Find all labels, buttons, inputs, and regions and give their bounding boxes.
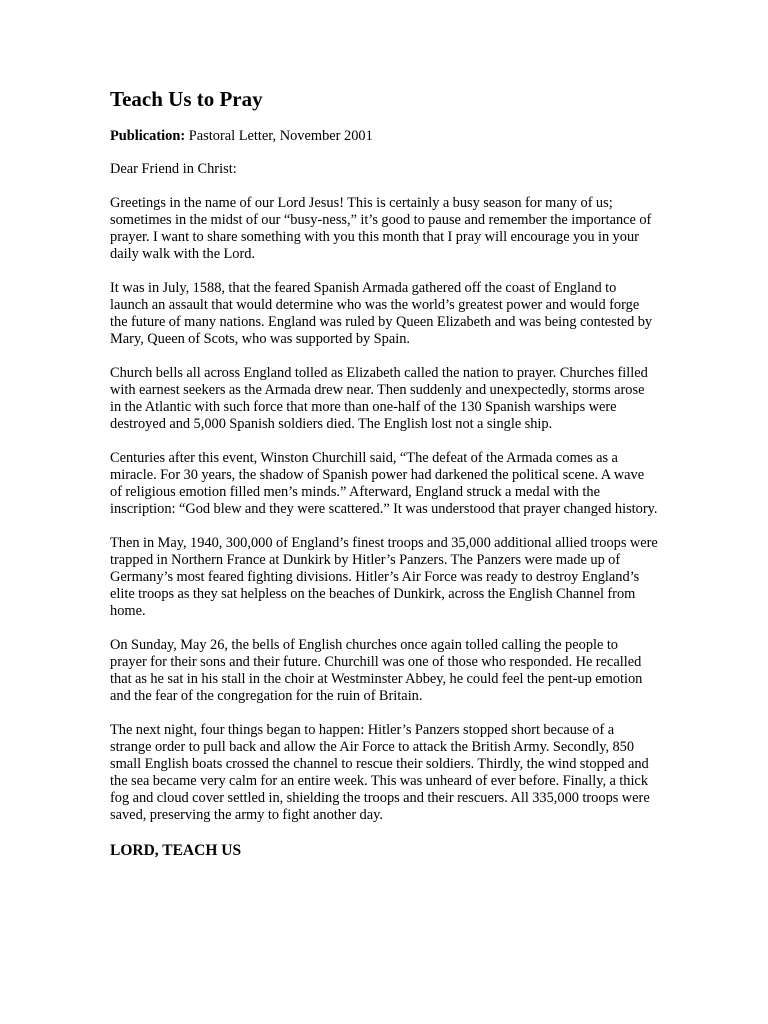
salutation: Dear Friend in Christ: <box>110 161 237 177</box>
publication-line <box>110 128 658 145</box>
paragraph-6: On Sunday, May 26, the bells of English churches once again tolled calling the people to prayer for their sons and their future. Churchill was one of those who responded. He recalled that as he sat in his stall in the choir at Westminster Abbey, he could feel the pent-up emotion and the fear of the congregation for the ruin of Britain. <box>110 637 643 704</box>
paragraph-3: Church bells all across England tolled as Elizabeth called the nation to prayer. Churches filled with earnest seekers as the Armada drew near. Then suddenly and unexpectedly, storms arose in the Atlantic with such force that more than one-half of the 130 Spanish warships were destroyed and 5,000 Spanish soldiers died. The English lost not a single ship. <box>110 365 648 432</box>
publication-label: Publication: <box>110 128 186 144</box>
document-title: Teach Us to Pray <box>110 87 263 111</box>
publication-value: Pastoral Letter, November 2001 <box>185 128 373 144</box>
paragraph-7: The next night, four things began to happen: Hitler’s Panzers stopped short because of a strange order to pull back and allow the Air Force to attack the British Army. Secondly, 850 small English boats crossed the channel to rescue their soldiers. Thirdly, the wind stopped and the sea became very calm for an entire week. This was unheard of ever before. Finally, a thick fog and cloud cover settled in, shielding the troops and their rescuers. All 335,000 troops were saved, preserving the army to fight another day. <box>110 722 650 823</box>
document-page <box>110 86 658 860</box>
paragraph-5: Then in May, 1940, 300,000 of England’s finest troops and 35,000 additional allied troops were trapped in Northern France at Dunkirk by Hitler’s Panzers. The Panzers were made up of Germany’s most feared fighting divisions. Hitler’s Air Force was ready to destroy England’s elite troops as they sat helpless on the beaches of Dunkirk, across the English Channel from home. <box>110 535 658 619</box>
paragraph-4: Centuries after this event, Winston Churchill said, “The defeat of the Armada comes as a miracle. For 30 years, the shadow of Spanish power had darkened the political scene. A wave of religious emotion filled men’s minds.” Afterward, England struck a medal with the inscription: “God blew and they were scattered.” It was understood that prayer changed history. <box>110 450 658 517</box>
section-heading: LORD, TEACH US <box>110 842 242 859</box>
paragraph-1: Greetings in the name of our Lord Jesus! This is certainly a busy season for many of us; sometimes in the midst of our “busy-ness,” it’s good to pause and remember the importance of prayer. I want to share something with you this month that I pray will encourage you in your daily walk with the Lord. <box>110 195 652 262</box>
paragraph-2: It was in July, 1588, that the feared Spanish Armada gathered off the coast of England to launch an assault that would determine who was the world’s greatest power and would forge the future of many nations. England was ruled by Queen Elizabeth and was being contested by Mary, Queen of Scots, who was supported by Spain. <box>110 280 653 347</box>
